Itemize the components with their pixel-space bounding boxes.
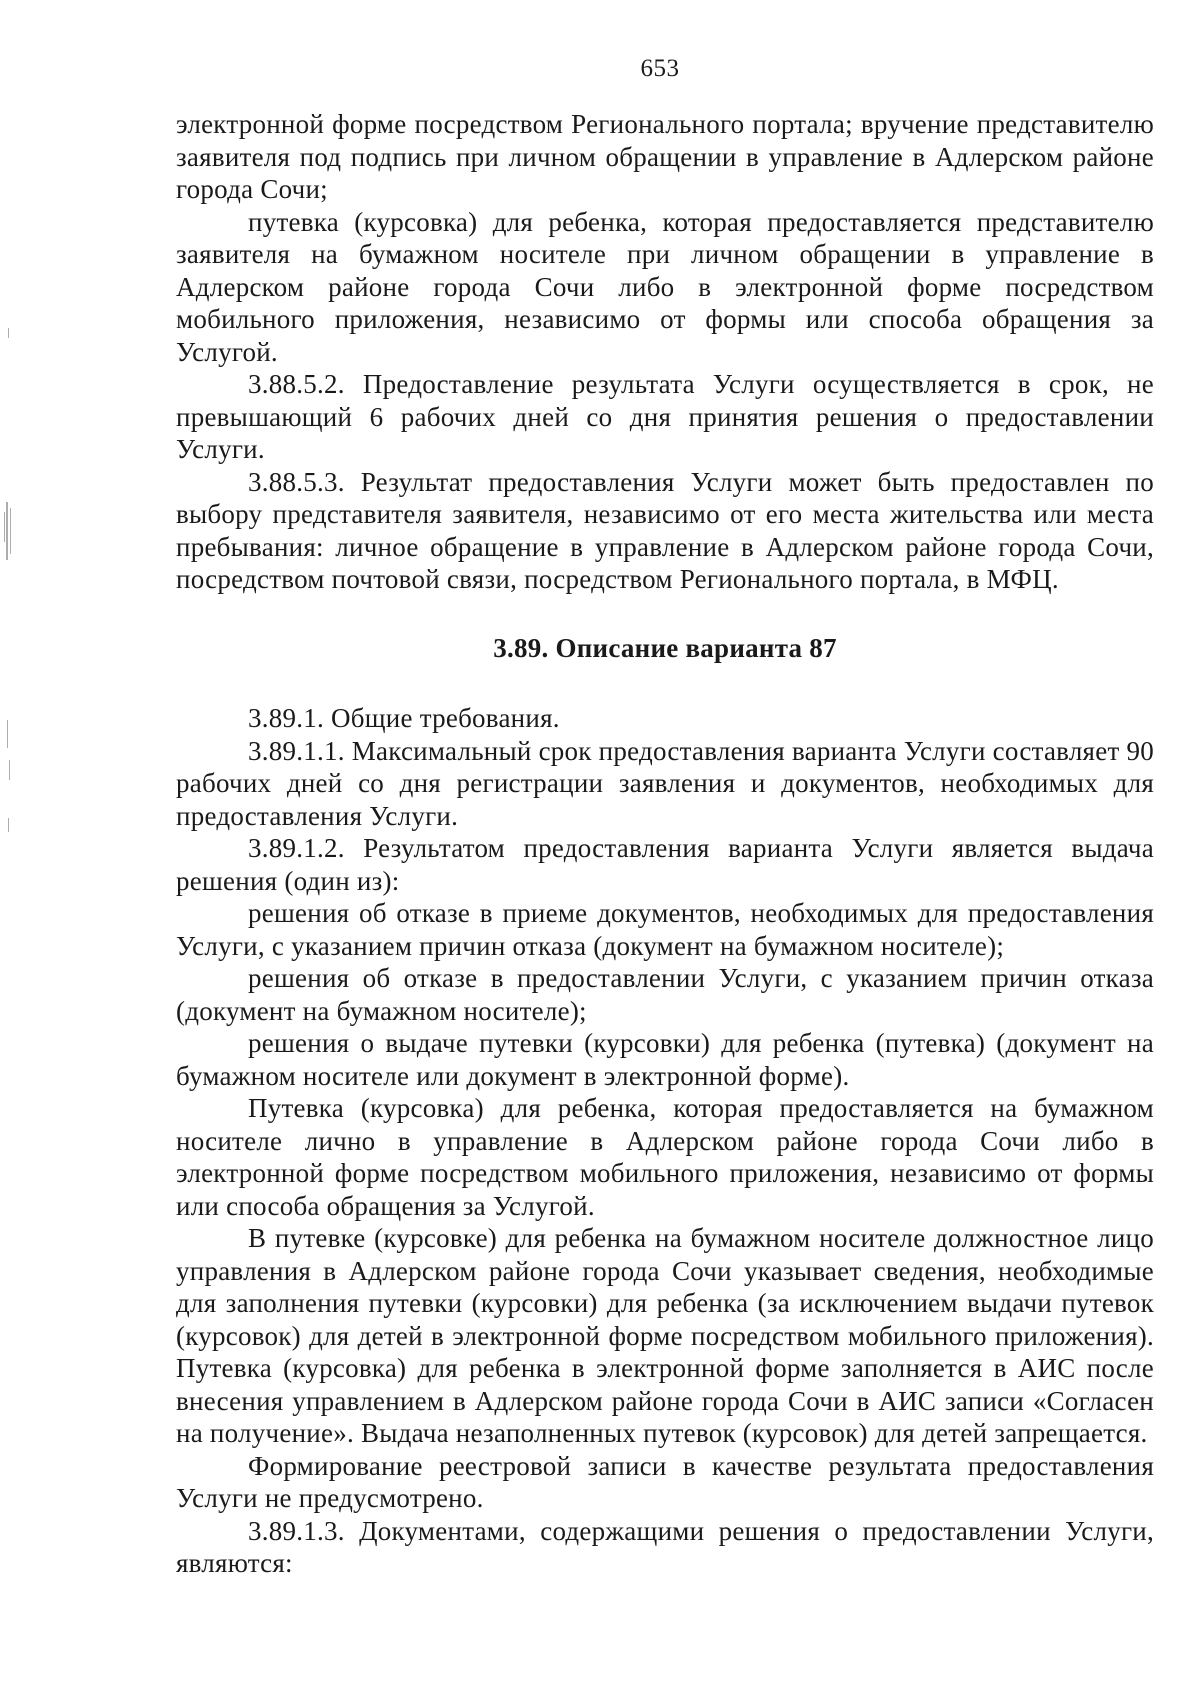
paragraph: решения об отказе в приеме документов, необходимых для предоставления Услуги, с указанием причин отказа (документ на бумажном носителе); <box>176 898 1154 961</box>
paragraph: 3.88.5.2. Предоставление результата Услуги осуществляется в срок, не превышающий 6 рабочих дней со дня принятия решения о предоставлении Услуги. <box>176 369 1154 464</box>
document-body <box>176 108 1154 1580</box>
paragraph: 3.89.1. Общие требования. <box>248 703 560 733</box>
paragraph: путевка (курсовка) для ребенка, которая предоставляется представителю заявителя на бумажном носителе при личном обращении в управление в Адлерском районе города Сочи либо в электронной форме посредством мобильного приложения, независимо от формы или способа обращения за Услугой. <box>176 206 1154 367</box>
section-heading: 3.89. Описание варианта 87 <box>493 632 837 663</box>
paragraph: 3.89.1.1. Максимальный срок предоставления варианта Услуги составляет 90 рабочих дней со дня регистрации заявления и документов, необходимых для предоставления Услуги. <box>176 735 1154 831</box>
paragraph: электронной форме посредством Регионального портала; вручение представителю заявителя под подпись при личном обращении в управление в Адлерском районе города Сочи; <box>176 109 1154 204</box>
paragraph: решения об отказе в предоставлении Услуги, с указанием причин отказа (документ на бумажном носителе); <box>176 963 1154 1026</box>
page-number: 653 <box>640 55 680 82</box>
paragraph: Путевка (курсовка) для ребенка, которая предоставляется на бумажном носителе лично в управление в Адлерском районе города Сочи либо в электронной форме посредством мобильного приложения, независимо от формы или способа обращения за Услугой. <box>176 1093 1154 1221</box>
paragraph: 3.88.5.3. Результат предоставления Услуги может быть предоставлен по выбору представителя заявителя, независимо от его места жительства или места пребывания: личное обращение в управление в Адлерском районе города Сочи, посредством почтовой связи, посредством Регионального портала, в МФЦ. <box>176 466 1154 594</box>
paragraph: В путевке (курсовке) для ребенка на бумажном носителе должностное лицо управления в Адлерском районе города Сочи указывает сведения, необходимые для заполнения путевки (курсовки) для ребенка (за исключением выдачи путевок (курсовок) для детей в электронной форме посредством мобильного приложения). Путевка (курсовка) для ребенка в электронной форме заполняется в АИС после внесения управлением в Адлерском районе города Сочи в АИС записи «Согласен на получение». Выдача незаполненных путевок (курсовок) для детей запрещается. <box>176 1223 1154 1448</box>
paragraph: 3.89.1.3. Документами, содержащими решения о предоставлении Услуги, являются: <box>176 1515 1154 1578</box>
paragraph: Формирование реестровой записи в качестве результата предоставления Услуги не предусмотрено. <box>176 1450 1154 1513</box>
paragraph: решения о выдаче путевки (курсовки) для ребенка (путевка) (документ на бумажном носителе или документ в электронной форме). <box>176 1028 1154 1091</box>
paragraph: 3.89.1.2. Результатом предоставления варианта Услуги является выдача решения (один из): <box>176 833 1154 896</box>
